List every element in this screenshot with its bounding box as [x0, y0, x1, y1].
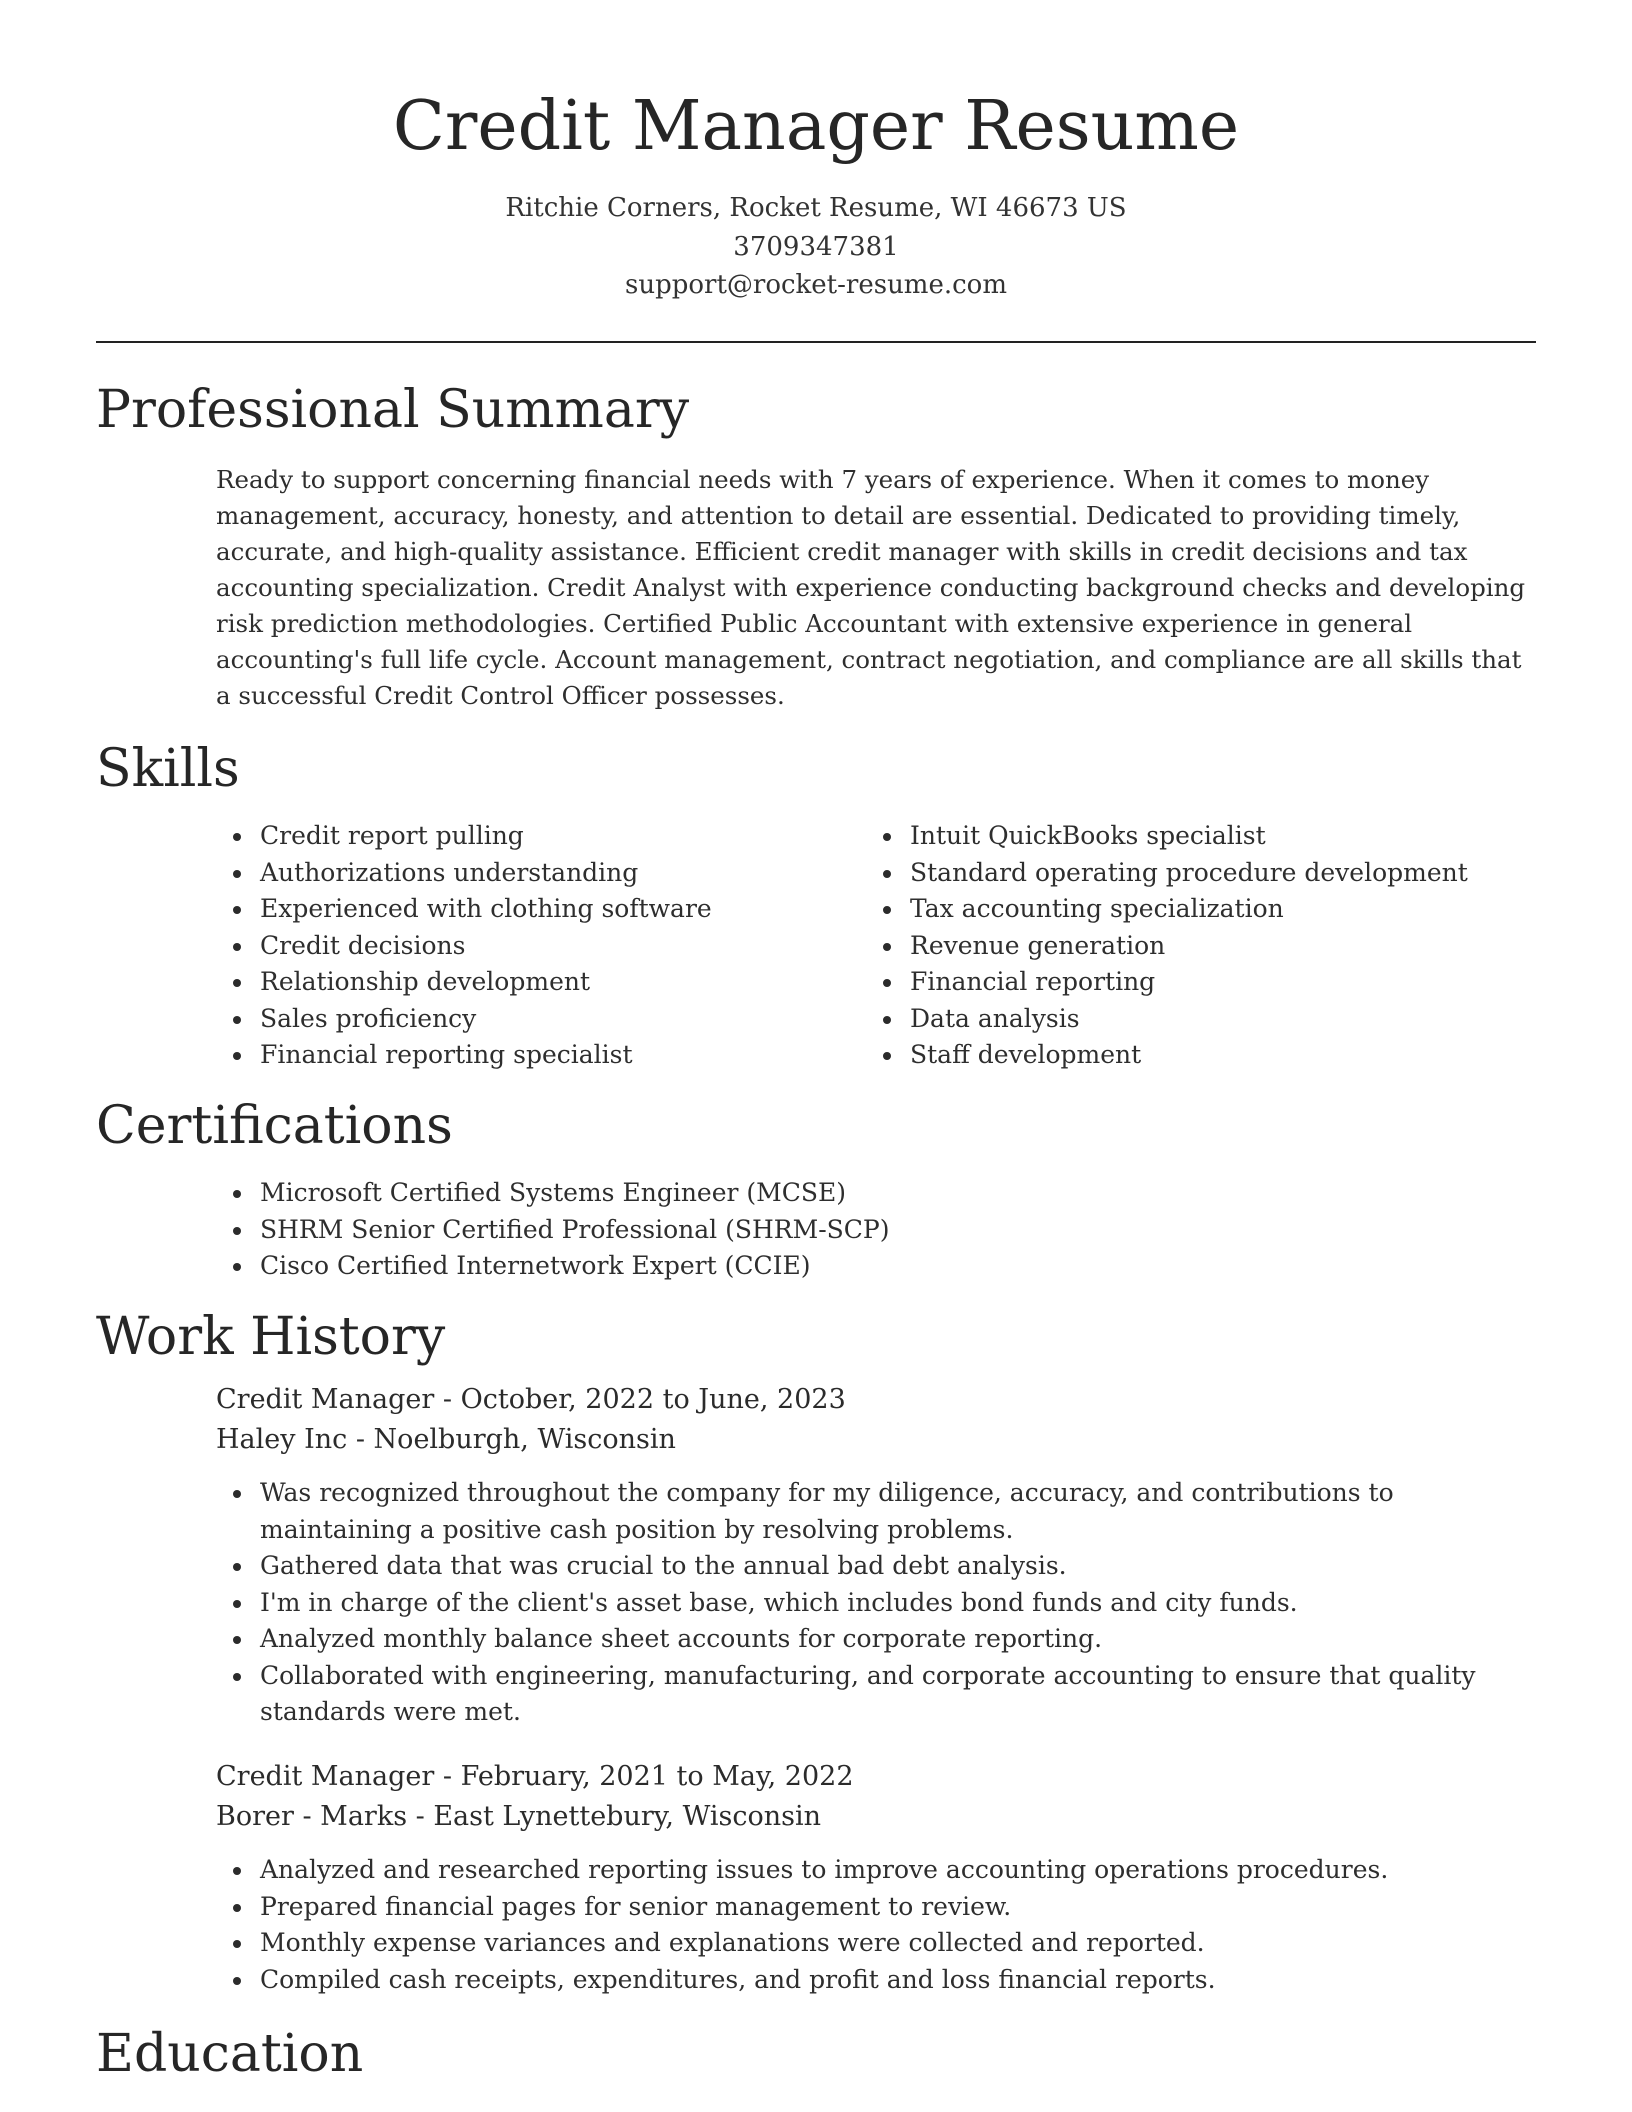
list-item — [866, 1037, 1546, 1074]
list-item — [216, 1175, 1536, 1212]
bullet-icon — [233, 1263, 241, 1271]
summary-text: Ready to support concerning financial needs with 7 years of experience. When it comes to money management, accuracy, honesty, and attention to detail are essential. Dedicated to providing timely, accurate, and high-quality assistance. Efficient credit manager with skills in credit decisions and tax accounting specialization. Credit Analyst with experience conducting background checks and developing risk prediction methodologies. Certified Public Accountant with extensive experience in general accounting's full life cycle. Account management, contract negotiation, and compliance are all skills that a successful Credit Control Officer possesses. — [216, 465, 1526, 710]
bullet-icon — [233, 1867, 241, 1875]
bullet-icon — [233, 1190, 241, 1198]
job-company-line: Borer - Marks - East Lynettebury, Wisconsin — [216, 1801, 822, 1832]
skills-list-right — [866, 818, 1546, 1074]
list-item — [866, 818, 1546, 855]
list-item — [866, 891, 1546, 928]
skill-label: Sales proficiency — [260, 1003, 477, 1033]
contact-address: Ritchie Corners, Rocket Resume, WI 46673 US — [505, 193, 1127, 223]
list-item — [216, 1962, 1536, 1999]
skill-label: Credit decisions — [260, 930, 466, 960]
certification-label: Microsoft Certified Systems Engineer (MCSE) — [260, 1178, 847, 1207]
resume-title: Credit Manager Resume — [392, 87, 1240, 166]
bullet-icon — [233, 1673, 241, 1681]
skill-label: Financial reporting specialist — [260, 1040, 633, 1069]
list-item — [216, 818, 816, 855]
job-company-line: Haley Inc - Noelburgh, Wisconsin — [216, 1424, 676, 1455]
contact-phone: 3709347381 — [733, 232, 899, 262]
list-item — [216, 1925, 1536, 1962]
bullet-icon — [233, 1636, 241, 1644]
list-item — [866, 855, 1546, 892]
bullet-icon — [233, 1490, 241, 1498]
list-item — [216, 891, 816, 928]
bullet-icon — [233, 870, 241, 878]
skill-label: Revenue generation — [910, 930, 1166, 960]
skill-label: Data analysis — [910, 1003, 1080, 1033]
list-item — [216, 928, 816, 965]
job-bullet-text: Prepared financial pages for senior management to review. — [260, 1891, 1012, 1921]
bullet-icon — [883, 906, 891, 914]
bullet-icon — [883, 979, 891, 987]
skill-label: Standard operating procedure development — [910, 857, 1468, 887]
skill-label: Staff development — [910, 1040, 1142, 1069]
certification-label: Cisco Certified Internetwork Expert (CCIE) — [260, 1251, 811, 1280]
bullet-icon — [883, 943, 891, 951]
list-item — [216, 1212, 1536, 1249]
bullet-icon — [233, 1904, 241, 1912]
bullet-icon — [233, 1052, 241, 1060]
bullet-icon — [233, 943, 241, 951]
skills-list-left — [216, 818, 816, 1074]
skill-label: Tax accounting specialization — [910, 894, 1284, 923]
list-item — [866, 1001, 1546, 1038]
skill-label: Financial reporting — [910, 967, 1156, 996]
summary-heading: Professional Summary — [96, 380, 690, 440]
bullet-icon — [883, 1052, 891, 1060]
bullet-icon — [233, 1563, 241, 1571]
bullet-icon — [883, 870, 891, 878]
education-heading: Education — [96, 2024, 364, 2084]
list-item — [216, 964, 816, 1001]
bullet-icon — [883, 833, 891, 841]
list-item — [216, 1621, 1536, 1658]
certification-label: SHRM Senior Certified Professional (SHRM-SCP) — [260, 1214, 890, 1244]
job-title-line: Credit Manager - October, 2022 to June, 2023 — [216, 1384, 846, 1415]
list-item — [216, 855, 816, 892]
list-item — [216, 1889, 1536, 1926]
list-item — [866, 928, 1546, 965]
list-item — [216, 1658, 1536, 1731]
work-history-heading: Work History — [96, 1307, 446, 1367]
job-bullet-text: Was recognized throughout the company for my diligence, accuracy, and contributions to maintaining a positive cash position by resolving problems. — [260, 1478, 1394, 1544]
list-item — [216, 1001, 816, 1038]
job-bullet-text: Monthly expense variances and explanations were collected and reported. — [260, 1928, 1205, 1957]
list-item — [216, 1475, 1536, 1548]
list-item — [216, 1852, 1536, 1889]
job-bullet-text: Compiled cash receipts, expenditures, and profit and loss financial reports. — [260, 1964, 1216, 1994]
header-divider — [96, 341, 1536, 343]
bullet-icon — [233, 1227, 241, 1235]
bullet-icon — [233, 833, 241, 841]
job-bullet-text: I'm in charge of the client's asset base, which includes bond funds and city funds. — [260, 1587, 1298, 1617]
job-bullets — [216, 1475, 1536, 1731]
skill-label: Intuit QuickBooks specialist — [910, 821, 1266, 850]
job-bullet-text: Analyzed monthly balance sheet accounts for corporate reporting. — [260, 1624, 1103, 1653]
bullet-icon — [233, 1977, 241, 1985]
bullet-icon — [233, 906, 241, 914]
job-bullet-text: Collaborated with engineering, manufacturing, and corporate accounting to ensure that quality standards were met. — [260, 1660, 1476, 1726]
skills-heading: Skills — [96, 739, 240, 799]
list-item — [216, 1548, 1536, 1585]
certifications-heading: Certifications — [96, 1096, 453, 1156]
skill-label: Credit report pulling — [260, 821, 524, 850]
bullet-icon — [233, 1940, 241, 1948]
skill-label: Experienced with clothing software — [260, 894, 712, 923]
contact-email: support@rocket-resume.com — [624, 270, 1007, 300]
bullet-icon — [883, 1016, 891, 1024]
job-title-line: Credit Manager - February, 2021 to May, 2022 — [216, 1761, 854, 1792]
list-item — [866, 964, 1546, 1001]
list-item — [216, 1248, 1536, 1285]
bullet-icon — [233, 1016, 241, 1024]
skill-label: Authorizations understanding — [260, 857, 639, 887]
job-bullets — [216, 1852, 1536, 1998]
job-bullet-text: Gathered data that was crucial to the annual bad debt analysis. — [260, 1551, 1067, 1580]
skill-label: Relationship development — [260, 967, 591, 996]
certifications-list — [216, 1175, 1536, 1285]
list-item — [216, 1585, 1536, 1622]
list-item — [216, 1037, 816, 1074]
job-bullet-text: Analyzed and researched reporting issues to improve accounting operations procedures. — [260, 1855, 1389, 1884]
bullet-icon — [233, 979, 241, 987]
bullet-icon — [233, 1600, 241, 1608]
